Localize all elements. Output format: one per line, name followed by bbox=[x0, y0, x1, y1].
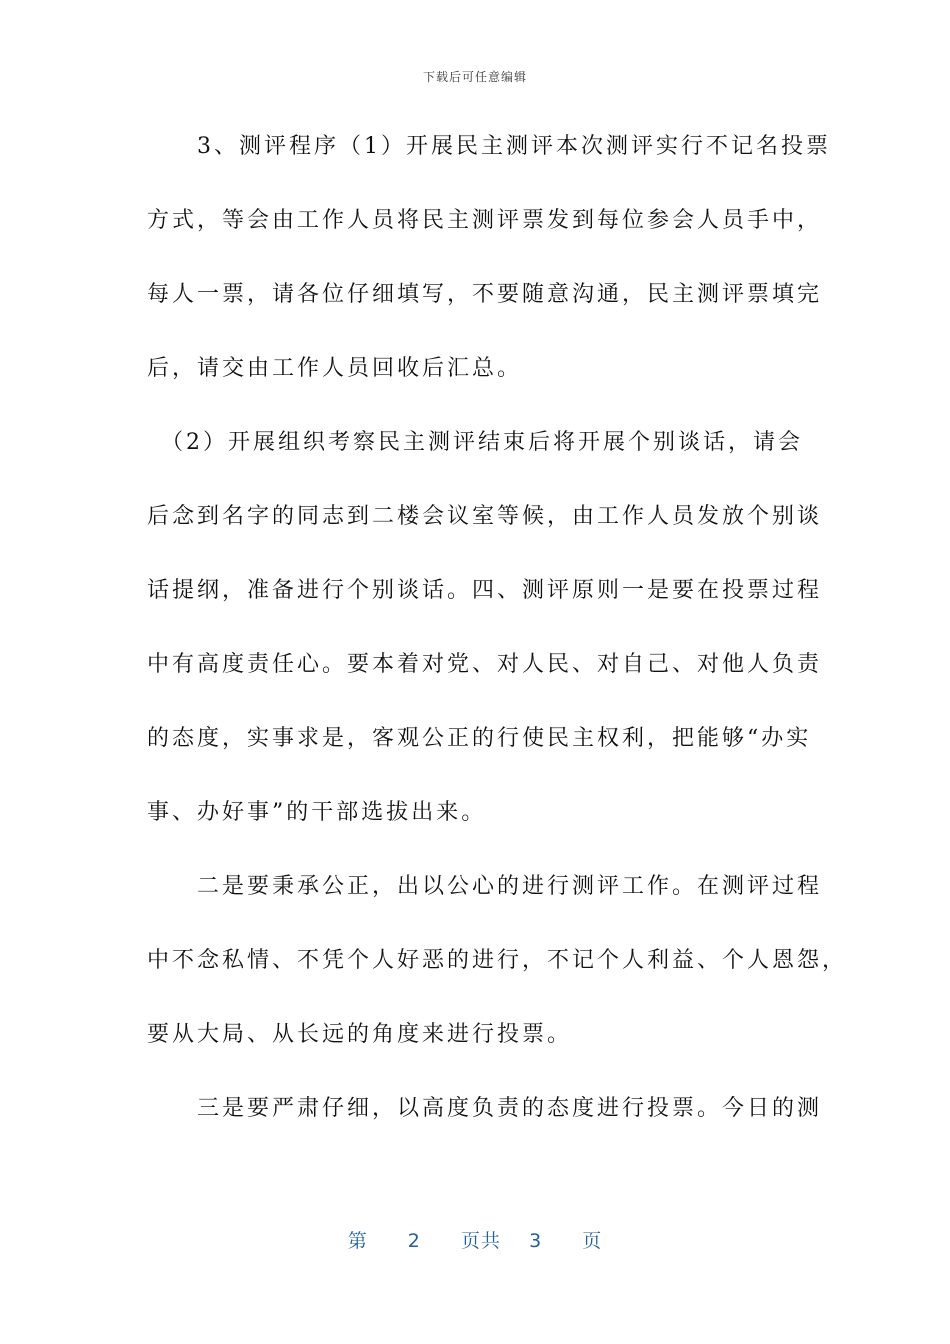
footer-page-number: 2 bbox=[407, 1230, 421, 1252]
paragraph-procedure bbox=[147, 110, 831, 406]
footer-middle: 页共 bbox=[460, 1230, 501, 1252]
footer-suffix: 页 bbox=[582, 1230, 603, 1252]
text-line: 后，请交由工作人员回收后汇总。 bbox=[147, 356, 523, 381]
paragraph-principle-two bbox=[147, 850, 848, 1072]
text-line: 的态度，实事求是，客观公正的行使民主权利，把能够“办实 bbox=[147, 726, 812, 751]
footer-total-pages: 3 bbox=[529, 1230, 543, 1252]
text-line: 方式，等会由工作人员将民主测评票发到每位参会人员手中， bbox=[147, 208, 823, 233]
text-line: 话提纲，准备进行个别谈话。四、测评原则一是要在投票过程 bbox=[147, 578, 823, 603]
text-line: 二是要秉承公正，出以公心的进行测评工作。在测评过程 bbox=[147, 874, 823, 899]
text-line: （2）开展组织考察民主测评结束后将开展个别谈话，请会 bbox=[147, 430, 803, 455]
text-line: 中不念私情、不凭个人好恶的进行，不记个人利益、个人恩怨， bbox=[147, 948, 848, 973]
text-line: 三是要严肃仔细，以高度负责的态度进行投票。今日的测 bbox=[147, 1096, 823, 1121]
text-line: 每人一票，请各位仔细填写，不要随意沟通，民主测评票填完 bbox=[147, 282, 823, 307]
document-body bbox=[147, 110, 848, 1146]
text-line: 后念到名字的同志到二楼会议室等候，由工作人员发放个别谈 bbox=[147, 504, 823, 529]
text-line: 3、测评程序（1）开展民主测评本次测评实行不记名投票 bbox=[147, 134, 831, 159]
paragraph-principle-three bbox=[147, 1072, 823, 1146]
footer-prefix: 第 bbox=[347, 1230, 368, 1252]
paragraph-inspection bbox=[147, 406, 823, 850]
page-footer bbox=[0, 1226, 950, 1253]
text-line: 中有高度责任心。要本着对党、对人民、对自己、对他人负责 bbox=[147, 652, 823, 677]
text-line: 要从大局、从长远的角度来进行投票。 bbox=[147, 1022, 573, 1047]
text-line: 事、办好事”的干部选拔出来。 bbox=[147, 800, 487, 825]
header-note: 下载后可任意编辑 bbox=[422, 70, 527, 84]
